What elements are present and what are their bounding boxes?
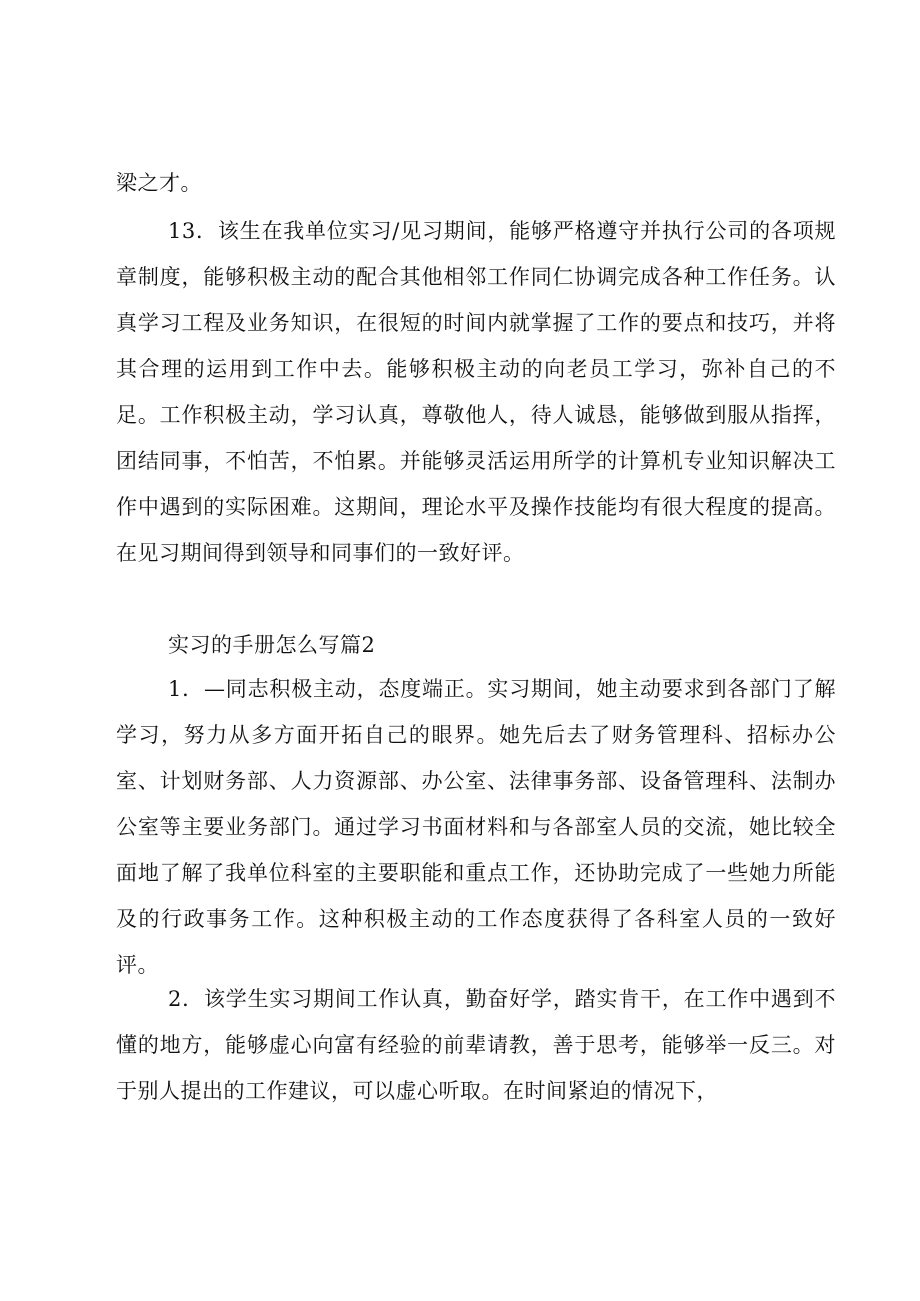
continuation-block (116, 160, 836, 206)
section-heading: 实习的手册怎么写篇2 (168, 633, 376, 657)
paragraph-1: 1．—同志积极主动，态度端正。实习期间，她主动要求到各部门了解学习，努力从多方面开拓自己的眼界。她先后去了财务管理科、招标办公室、计划财务部、人力资源部、办公室、法律事务部、设备管理科、法制办公室等主要业务部门。通过学习书面材料和与各部室人员的交流，她比较全面地了解了我单位科室的主要职能和重点工作，还协助完成了一些她力所能及的行政事务工作。这种积极主动的工作态度获得了各科室人员的一致好评。 (116, 677, 836, 977)
continuation-text: 梁之才。 (116, 171, 202, 195)
paragraph-13: 13．该生在我单位实习/见习期间，能够严格遵守并执行公司的各项规章制度，能够积极主动的配合其他相邻工作同仁协调完成各种工作任务。认真学习工程及业务知识，在很短的时间内就掌握了工作的要点和技巧，并将其合理的运用到工作中去。能够积极主动的向老员工学习，弥补自己的不足。工作积极主动，学习认真，尊敬他人，待人诚恳，能够做到服从指挥，团结同事，不怕苦，不怕累。并能够灵活运用所学的计算机专业知识解决工作中遇到的实际困难。这期间，理论水平及操作技能均有很大程度的提高。在见习期间得到领导和同事们的一致好评。 (116, 219, 836, 565)
paragraph-1-block (116, 666, 836, 988)
paragraph-2-block (116, 976, 836, 1114)
paragraph-13-block (116, 208, 836, 576)
paragraph-2: 2．该学生实习期间工作认真，勤奋好学，踏实肯干，在工作中遇到不懂的地方，能够虚心向富有经验的前辈请教，善于思考，能够举一反三。对于别人提出的工作建议，可以虚心听取。在时间紧迫的情况下， (116, 987, 836, 1103)
